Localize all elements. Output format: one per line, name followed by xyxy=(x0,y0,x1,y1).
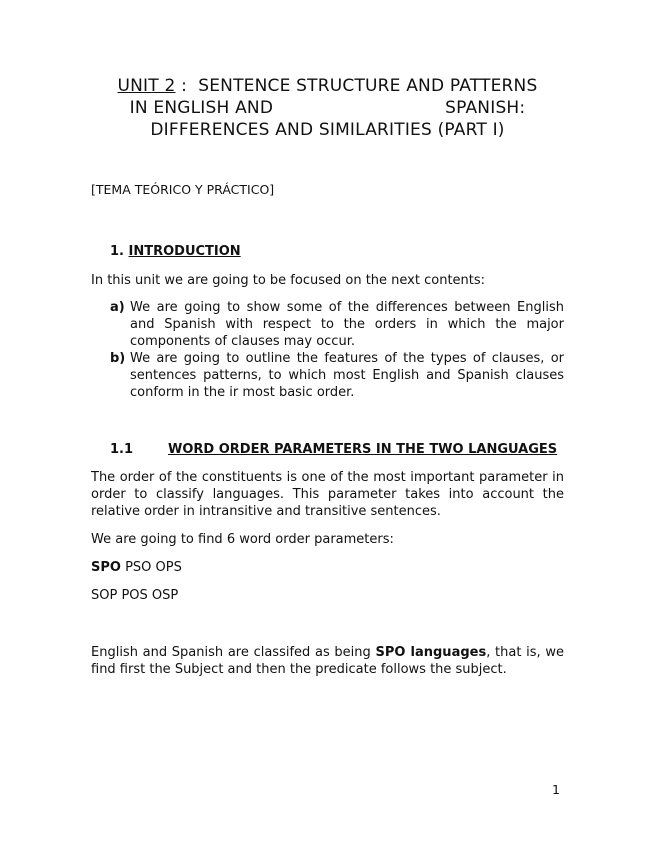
title-line-2 xyxy=(60,97,595,119)
list-item-text: We are going to outline the features of the types of clauses, or sentences patterns, to which most English and Spanish clauses conform in the ir most basic order. xyxy=(130,351,564,400)
title-colon: : xyxy=(175,76,199,96)
section-1-intro: In this unit we are going to be focused on the next contents: xyxy=(91,273,486,288)
list-item xyxy=(110,350,564,401)
list-item xyxy=(110,299,564,350)
list-marker: b) xyxy=(110,351,126,366)
title-line-1 xyxy=(60,75,595,97)
orders-line-2: SOP POS OSP xyxy=(91,588,179,603)
order-spo: SPO xyxy=(91,560,121,575)
para3-start: English and Spanish are classifed as being xyxy=(91,645,376,660)
tema-label: [TEMA TEÓRICO Y PRÁCTICO] xyxy=(91,182,275,197)
section-1-1-title: WORD ORDER PARAMETERS IN THE TWO LANGUAGES xyxy=(168,442,558,457)
para3-end: , that is, we find first the Subject and then the predicate follows the subject. xyxy=(91,645,564,677)
section-1-title: INTRODUCTION xyxy=(128,244,241,259)
unit-label: UNIT 2 xyxy=(117,76,176,96)
section-1-1-heading xyxy=(110,441,560,458)
contents-list xyxy=(110,299,564,401)
page-number: 1 xyxy=(552,782,560,797)
paragraph-spo-languages xyxy=(91,644,564,678)
spo-languages-term: SPO languages xyxy=(375,645,487,660)
section-1-heading xyxy=(110,243,241,260)
orders-line-1-rest: PSO OPS xyxy=(120,560,182,575)
title-line2-left: IN ENGLISH AND xyxy=(129,98,274,118)
document-title xyxy=(60,75,595,141)
list-item-text: We are going to show some of the differences between English and Spanish with respect to the orders in which the major components of clauses may occur. xyxy=(130,300,564,349)
section-1-number: 1. xyxy=(110,244,129,259)
paragraph-parameters: We are going to find 6 word order parameters: xyxy=(91,532,394,547)
orders-line-1 xyxy=(91,559,564,576)
title-line1-rest: SENTENCE STRUCTURE AND PATTERNS xyxy=(198,76,538,96)
section-1-1-number: 1.1 xyxy=(110,442,134,457)
paragraph-word-order: The order of the constituents is one of the most important parameter in order to classify languages. This parameter takes into account the relative order in intransitive and transitive sentences. xyxy=(91,470,564,519)
list-marker: a) xyxy=(110,300,125,315)
title-line2-right: SPANISH: xyxy=(445,98,526,118)
title-line-3: DIFFERENCES AND SIMILARITIES (PART I) xyxy=(150,120,505,140)
